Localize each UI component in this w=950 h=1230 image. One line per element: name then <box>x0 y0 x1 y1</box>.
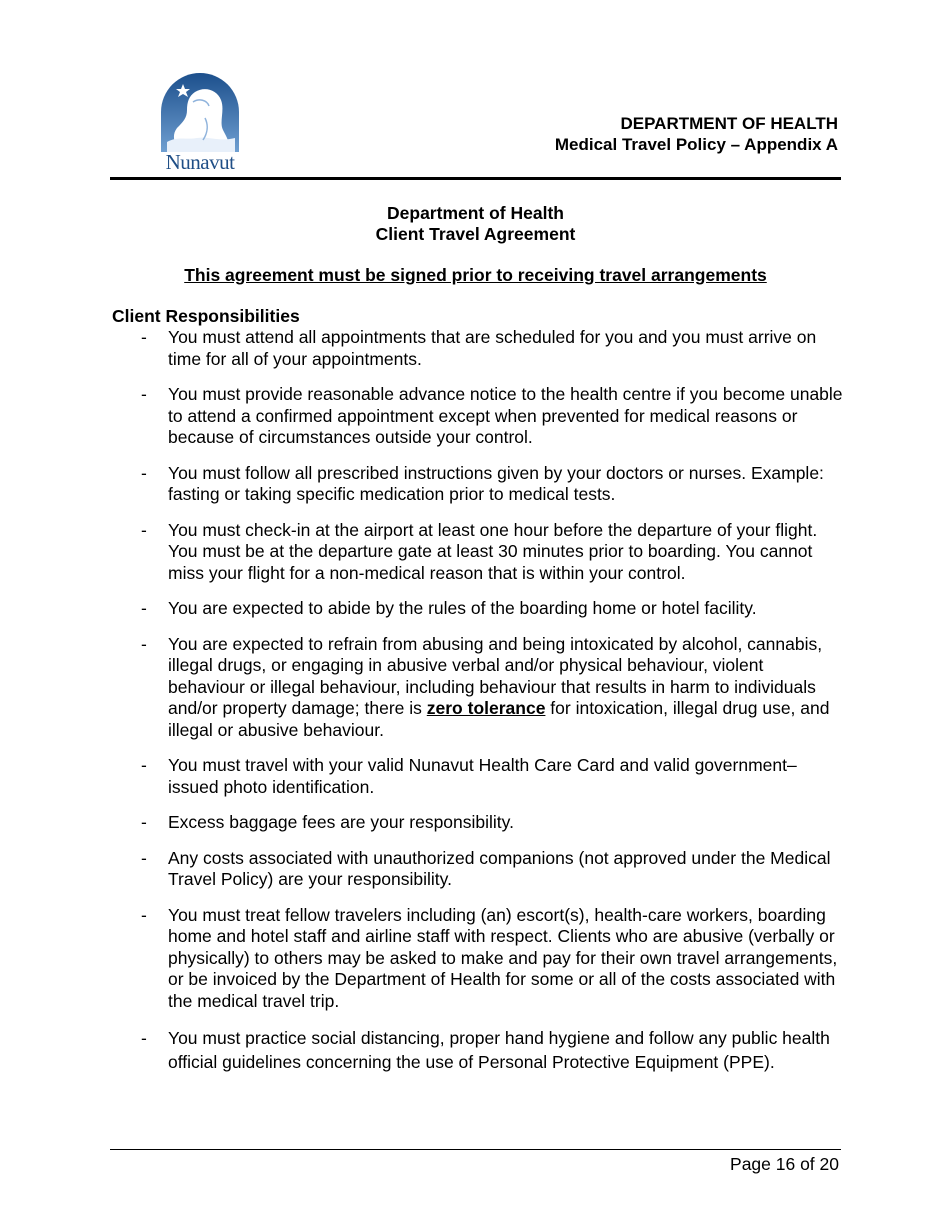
zero-tolerance-tail: for intoxication, illegal drug use, and illegal or abusive behaviour. <box>168 698 830 740</box>
footer-divider <box>110 1149 841 1150</box>
list-bullet: - <box>141 633 147 654</box>
list-item <box>110 384 845 449</box>
page-number: Page 16 of 20 <box>730 1154 839 1174</box>
list-bullet: - <box>141 384 147 404</box>
zero-tolerance-emphasis: zero tolerance <box>426 698 546 718</box>
list-item-text: You must practice social distancing, proper hand hygiene and follow any public health official guidelines concerning the use of Personal Protective Equipment (PPE). <box>168 1028 830 1072</box>
list-item-text: You must check-in at the airport at least one hour before the departure of your flight. You must be at the departure gate at least 30 minutes prior to boarding. You cannot miss your flight for a non-medical reason that is within your control. <box>168 519 818 583</box>
responsibilities-list <box>110 327 845 1088</box>
list-item <box>110 905 845 1013</box>
list-bullet: - <box>141 598 147 618</box>
list-item-text: You must provide reasonable advance notice to the health centre if you become unable to attend a confirmed appointment except when prevented for medical reasons or because of circumstances outside your control. <box>168 384 843 447</box>
list-bullet: - <box>141 904 147 925</box>
zero-tolerance-lead: You are expected to refrain from abusing and being intoxicated by alcohol, cannabis, illegal drugs, or engaging in abusive verbal and/or physical behaviour, violent behaviour or illegal behaviour, including behaviour that results in harm to individuals and/or property damage; there is <box>168 633 823 718</box>
signature-notice: This agreement must be signed prior to receiving travel arrangements <box>184 265 767 285</box>
list-item-text: Any costs associated with unauthorized companions (not approved under the Medical Travel Policy) are your responsibility. <box>168 847 831 889</box>
nunavut-logo <box>157 72 243 174</box>
list-item-text: You must treat fellow travelers including (an) escort(s), health-care workers, boarding home and hotel staff and airline staff with respect. Clients who are abusive (verbally or physically) to others may be asked to make and pay for their own travel arrangements, or be invoiced by the Department of Health for some or all of the costs associated with the medical travel trip. <box>168 904 838 1011</box>
list-bullet: - <box>141 1028 147 1048</box>
list-item <box>110 812 845 834</box>
list-item <box>110 848 845 891</box>
list-item-zero-tolerance <box>110 634 845 742</box>
list-item-text: You are expected to abide by the rules of the boarding home or hotel facility. <box>168 598 757 618</box>
list-bullet: - <box>141 327 147 347</box>
list-item-text <box>168 634 829 740</box>
list-bullet: - <box>141 462 147 483</box>
list-item <box>110 598 845 620</box>
list-item-text: You must follow all prescribed instructions given by your doctors or nurses. Example: fasting or taking specific medication prior to medical tests. <box>168 462 824 504</box>
list-item <box>110 327 845 370</box>
logo-wordmark: Nunavut <box>165 150 235 174</box>
list-item <box>110 755 845 798</box>
list-item-text: Excess baggage fees are your responsibility. <box>168 812 514 832</box>
list-item <box>110 463 845 506</box>
list-item-text: You must attend all appointments that are scheduled for you and you must arrive on time for all of your appointments. <box>168 327 817 369</box>
list-bullet: - <box>141 519 147 540</box>
list-item <box>110 1026 845 1074</box>
title-line-1: Department of Health <box>387 203 564 223</box>
document-header <box>555 113 838 155</box>
polar-bear-emblem-icon <box>157 72 243 152</box>
section-heading: Client Responsibilities <box>112 306 300 326</box>
list-bullet: - <box>141 812 147 832</box>
policy-name: Medical Travel Policy – Appendix A <box>554 135 838 154</box>
list-item <box>110 520 845 585</box>
list-bullet: - <box>141 847 147 868</box>
list-bullet: - <box>141 755 147 775</box>
department-name: DEPARTMENT OF HEALTH <box>620 114 838 133</box>
list-item-text: You must travel with your valid Nunavut Health Care Card and valid government–issued photo identification. <box>168 755 797 797</box>
header-divider <box>110 177 841 180</box>
document-title <box>110 203 841 245</box>
title-line-2: Client Travel Agreement <box>375 224 576 244</box>
